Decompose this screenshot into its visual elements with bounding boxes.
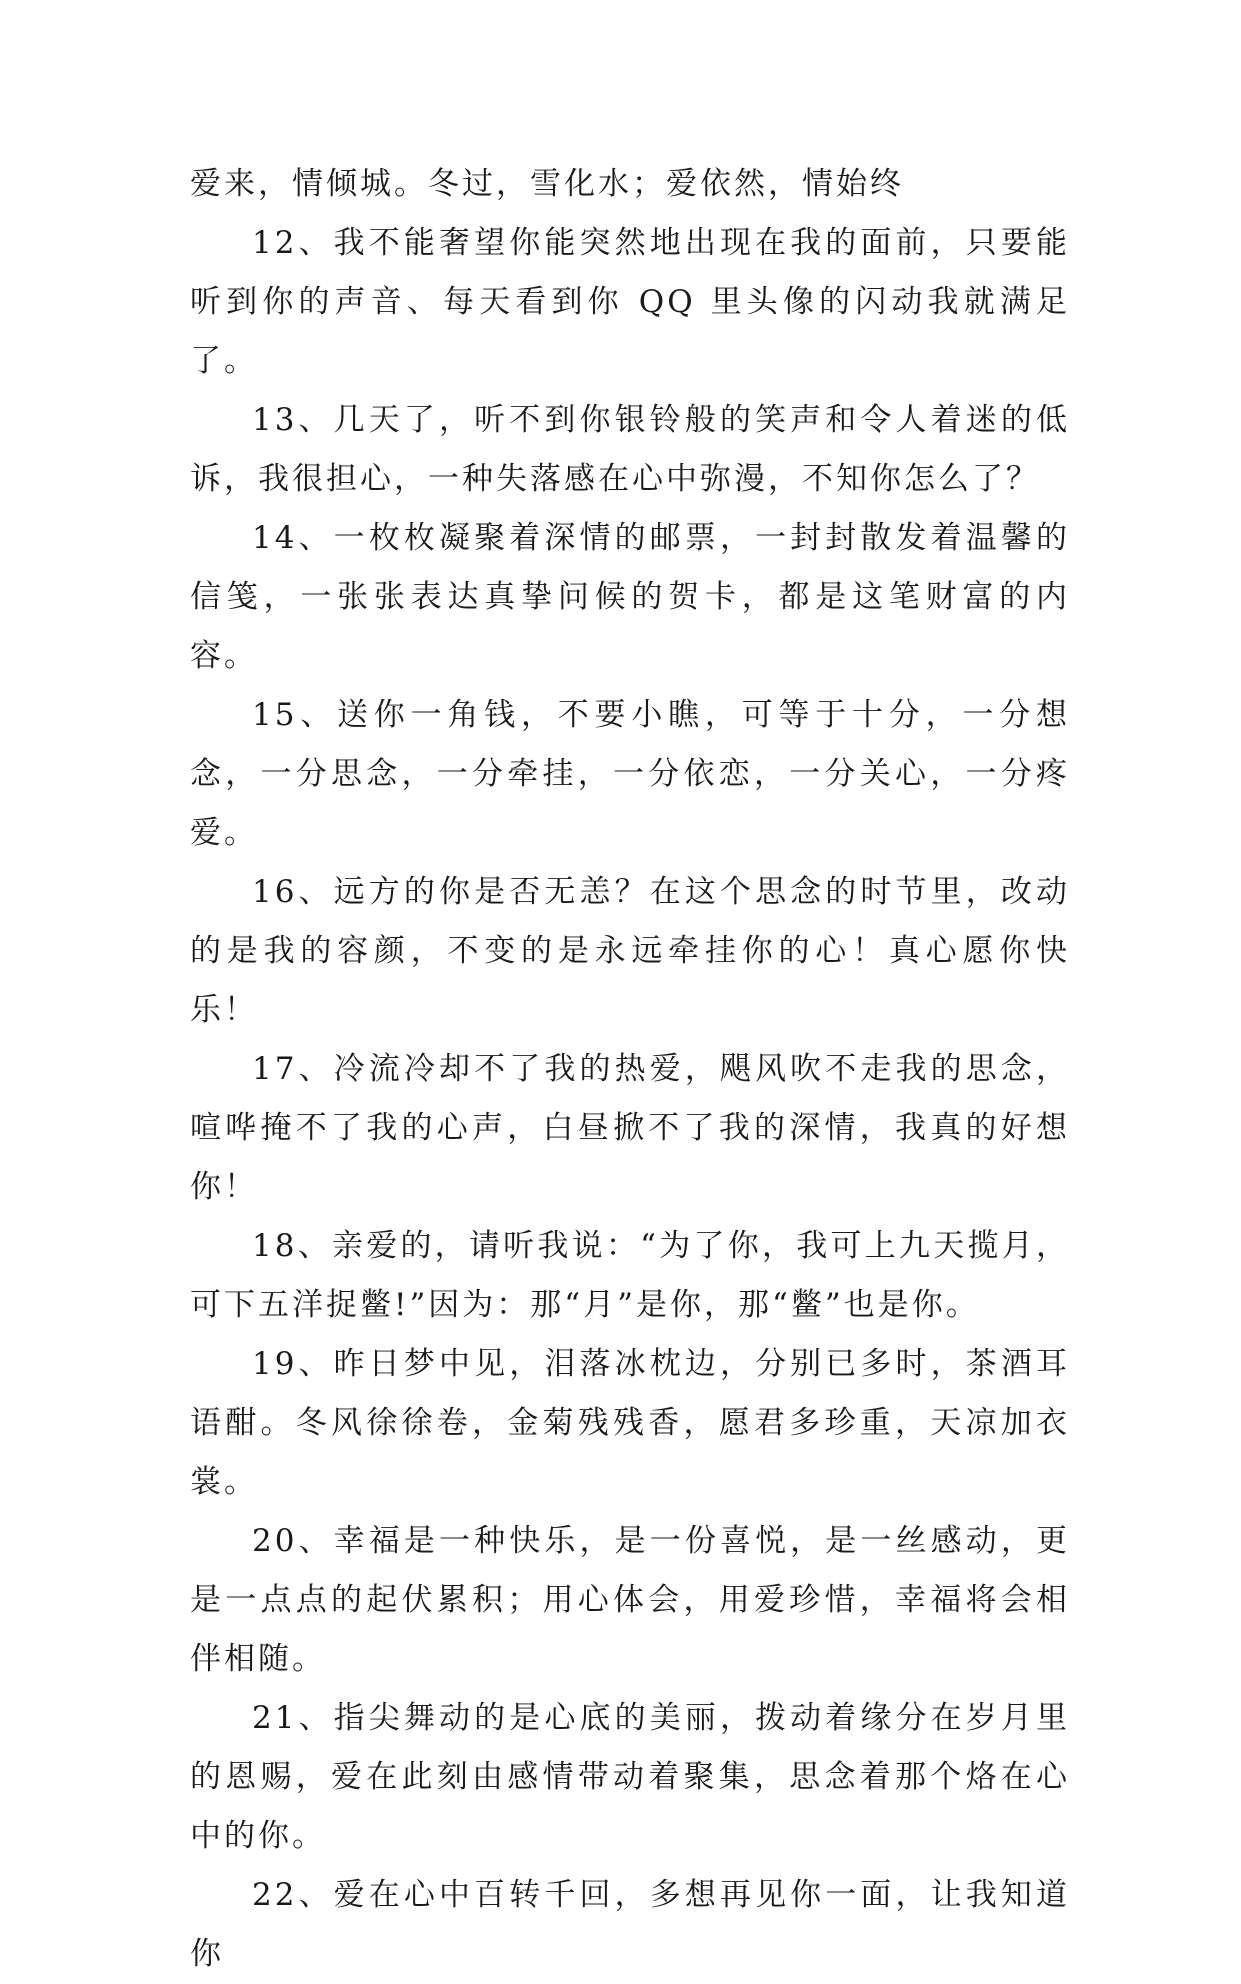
paragraph: 14、一枚枚凝聚着深情的邮票，一封封散发着温馨的信笺，一张张表达真挚问候的贺卡，都是这笔财富的内容。 bbox=[190, 520, 1070, 674]
paragraph: 18、亲爱的，请听我说：“为了你，我可上九天揽月，可下五洋捉鳖!”因为：那“月”是你，那“鳖”也是你。 bbox=[190, 1228, 1070, 1323]
paragraph: 爱来，情倾城。冬过，雪化水；爱依然，情始终 bbox=[190, 166, 904, 202]
paragraph: 17、冷流冷却不了我的热爱，飓风吹不走我的思念，喧哗掩不了我的心声，白昼掀不了我的深情，我真的好想你！ bbox=[190, 1051, 1070, 1205]
paragraph: 16、远方的你是否无恙？在这个思念的时节里，改动的是我的容颜，不变的是永远牵挂你的心！真心愿你快乐！ bbox=[190, 874, 1070, 1028]
paragraph: 19、昨日梦中见，泪落冰枕边，分别已多时，茶酒耳语酣。冬风徐徐卷，金菊残残香，愿君多珍重，天凉加衣裳。 bbox=[190, 1346, 1070, 1500]
paragraph: 13、几天了，听不到你银铃般的笑声和令人着迷的低诉，我很担心，一种失落感在心中弥漫，不知你怎么了？ bbox=[190, 402, 1070, 497]
paragraph: 15、送你一角钱，不要小瞧，可等于十分，一分想念，一分思念，一分牵挂，一分依恋，一分关心，一分疼爱。 bbox=[190, 697, 1070, 851]
document-body bbox=[190, 155, 1070, 1984]
paragraph: 22、爱在心中百转千回，多想再见你一面，让我知道你 bbox=[190, 1877, 1070, 1972]
paragraph: 20、幸福是一种快乐，是一份喜悦，是一丝感动，更是一点点的起伏累积；用心体会，用爱珍惜，幸福将会相伴相随。 bbox=[190, 1523, 1070, 1677]
paragraph: 12、我不能奢望你能突然地出现在我的面前，只要能听到你的声音、每天看到你 QQ 里头像的闪动我就满足了。 bbox=[190, 225, 1070, 379]
paragraph: 21、指尖舞动的是心底的美丽，拨动着缘分在岁月里的恩赐，爱在此刻由感情带动着聚集，思念着那个烙在心中的你。 bbox=[190, 1700, 1070, 1854]
